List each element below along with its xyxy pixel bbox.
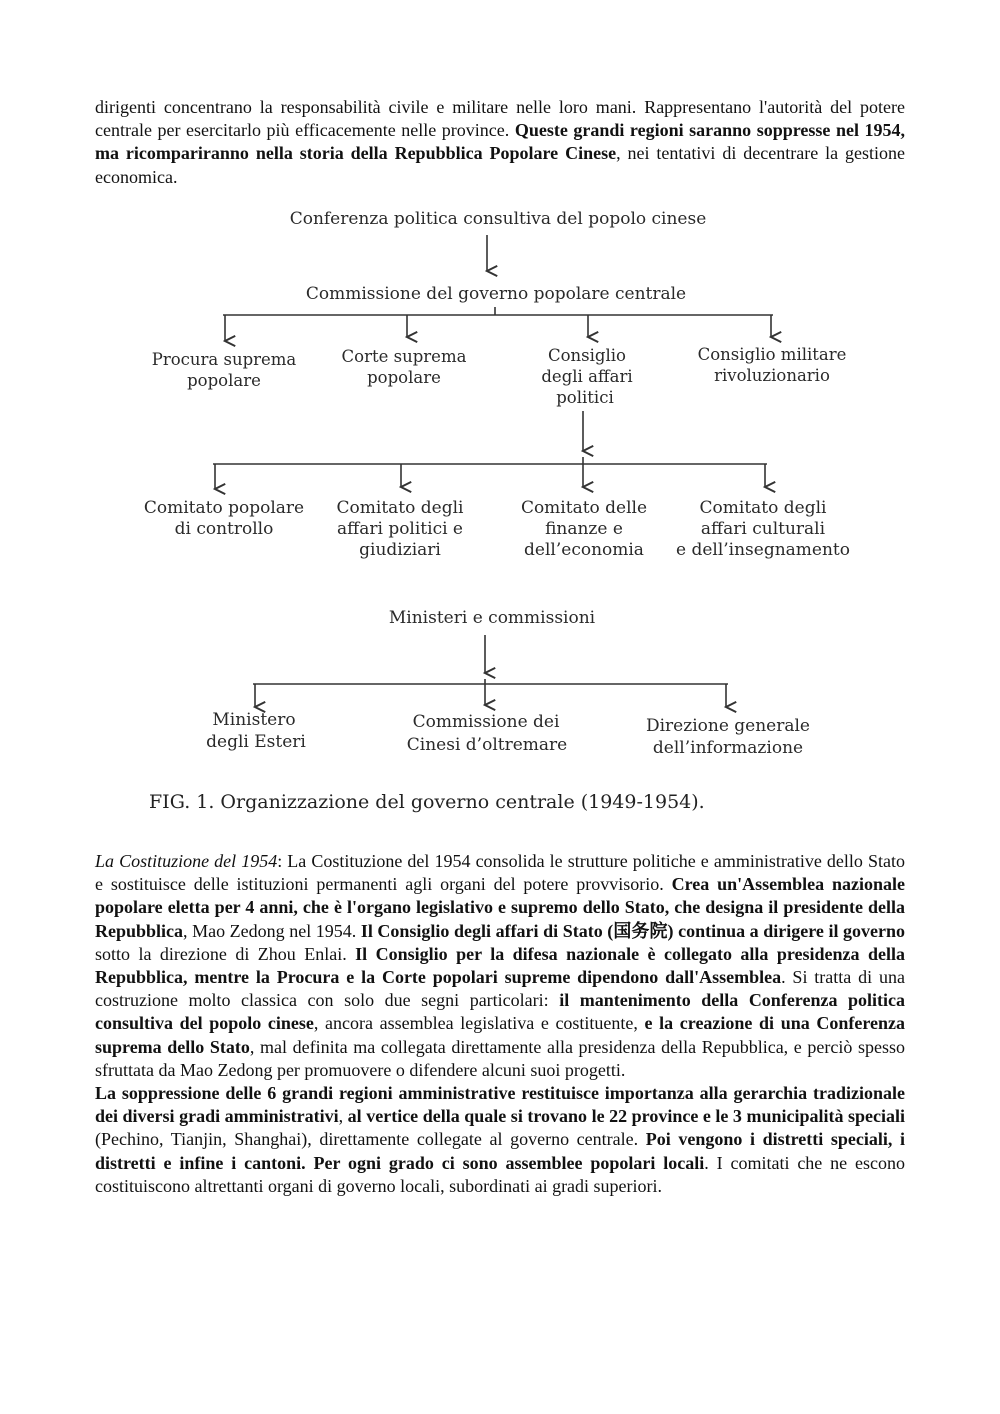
svg-text:politici: politici: [556, 388, 614, 407]
svg-text:Corte suprema: Corte suprema: [341, 347, 467, 366]
svg-text:affari politici e: affari politici e: [337, 519, 463, 539]
svg-text:rivoluzionario: rivoluzionario: [714, 366, 830, 385]
node-commissione-governo: Commissione del governo popolare centrale: [305, 284, 687, 304]
svg-text:e dell’insegnamento: e dell’insegnamento: [675, 540, 851, 560]
text-run: : La Costituzione del 1954 consolida le strutture politiche e amministrative dello Stato e sostituisce delle istituzioni permanenti agli organi del potere provvisorio.: [95, 851, 905, 895]
svg-text:Ministero: Ministero: [212, 710, 296, 730]
node-comitato-controllo: [144, 498, 304, 539]
bold-text-run: Queste grandi regioni saranno soppresse nel 1954, ma ricompariranno nella storia della Repubblica Popolare Cinese: [95, 120, 905, 164]
node-ministero-esteri: [206, 710, 306, 752]
text-run: , nei tentativi di decentrare la gestione economica.: [95, 143, 905, 187]
node-comitato-affari-politici: [337, 498, 464, 560]
text-run: dirigenti concentrano la responsabilità civile e militare nelle loro mani. Rappresentano l'autorità del potere centrale per esercitarlo più efficacemente nelle province.: [95, 97, 905, 141]
text-run: , ancora assemblea legislativa e costituente,: [313, 1013, 645, 1034]
svg-text:di controllo: di controllo: [174, 519, 274, 539]
svg-text:dell’informazione: dell’informazione: [652, 738, 804, 758]
bold-text-run: Poi vengono i distretti speciali, i distretti e infine i cantoni. Per ogni grado ci sono assemblee popolari locali: [95, 1129, 905, 1173]
bold-text-run: Il Consiglio degli affari di Stato (国务院) continua a dirigere il governo: [360, 920, 906, 941]
top-paragraph: [95, 96, 905, 189]
text-run: . I comitati che ne escono costituiscono altrettanti organi di governo locali, subordinati ai gradi superiori.: [95, 1152, 906, 1196]
italic-heading: La Costituzione del 1954: [95, 851, 278, 871]
node-consiglio-affari-politici: [541, 346, 632, 407]
node-conferenza: Conferenza politica consultiva del popolo cinese: [289, 209, 707, 229]
bold-text-run: Il Consiglio per la difesa nazionale è collegato alla presidenza della Repubblica, mentre la Procura e la Corte popolari supreme dipendono dall'Assemblea: [95, 943, 905, 988]
org-chart-diagram: [95, 195, 905, 825]
text-run: ,: [338, 1106, 348, 1127]
node-direzione-informazione: [646, 716, 810, 758]
svg-text:Cinesi d’oltremare: Cinesi d’oltremare: [406, 735, 568, 755]
svg-text:dell’economia: dell’economia: [524, 540, 644, 560]
node-comitato-culturali: [676, 498, 850, 560]
bold-text-run: Crea un'Assemblea nazionale popolare eletta per 4 anni, che è l'organo legislativo e supremo dello Stato, che designa il presidente della Repubblica: [95, 874, 905, 941]
text-run: . Si tratta di una costruzione molto classica con solo due segni particolari:: [95, 967, 905, 1011]
bold-text-run: il mantenimento della Conferenza politica consultiva del popolo cinese: [95, 990, 905, 1034]
bold-text-run: La soppressione delle 6 grandi regioni amministrative restituisce importanza alla gerarchia tradizionale dei diversi gradi amministrativi: [95, 1083, 905, 1127]
node-procura-suprema: [152, 350, 297, 390]
svg-text:giudiziari: giudiziari: [359, 540, 441, 560]
text-run: (Pechino, Tianjin, Shanghai), direttamente collegate al governo centrale.: [95, 1129, 646, 1150]
svg-text:Comitato delle: Comitato delle: [520, 498, 648, 518]
node-corte-suprema: [342, 347, 467, 387]
svg-text:Comitato popolare: Comitato popolare: [143, 498, 305, 518]
svg-text:Procura suprema: Procura suprema: [151, 350, 297, 369]
svg-text:Comitato degli: Comitato degli: [699, 498, 827, 518]
svg-text:degli Esteri: degli Esteri: [206, 732, 306, 752]
svg-text:degli affari: degli affari: [541, 367, 633, 386]
text-run: , mal definita ma collegata direttamente alla presidenza della Repubblica, e perciò spesso sfruttata da Mao Zedong per promuovere o difendere alcuni suoi progetti.: [95, 1036, 905, 1080]
svg-text:popolare: popolare: [367, 368, 441, 387]
svg-text:finanze e: finanze e: [545, 519, 623, 539]
node-comitato-finanze: [521, 498, 647, 560]
text-run: sotto la direzione di Zhou Enlai.: [95, 943, 356, 964]
figure-caption: FIG. 1. Organizzazione del governo centrale (1949-1954).: [149, 791, 705, 813]
svg-text:popolare: popolare: [187, 371, 261, 390]
svg-text:Consiglio militare: Consiglio militare: [697, 345, 847, 364]
svg-text:Direzione generale: Direzione generale: [645, 716, 811, 736]
svg-text:Comitato degli: Comitato degli: [336, 498, 464, 518]
svg-text:affari culturali: affari culturali: [700, 519, 826, 539]
node-ministeri-commissioni: Ministeri e commissioni: [388, 608, 596, 628]
text-run: , Mao Zedong nel 1954.: [183, 920, 361, 941]
svg-text:Commissione dei: Commissione dei: [412, 712, 560, 732]
svg-text:Consiglio: Consiglio: [548, 346, 626, 365]
main-paragraph: [95, 850, 905, 1198]
bold-text-run: al vertice della quale si trovano le 22 province e le 3 municipalità speciali: [347, 1106, 906, 1127]
node-commissione-cinesi-oltremare: [407, 712, 567, 755]
node-consiglio-militare: [698, 345, 847, 385]
bold-text-run: e la creazione di una Conferenza suprema dello Stato: [95, 1013, 905, 1057]
